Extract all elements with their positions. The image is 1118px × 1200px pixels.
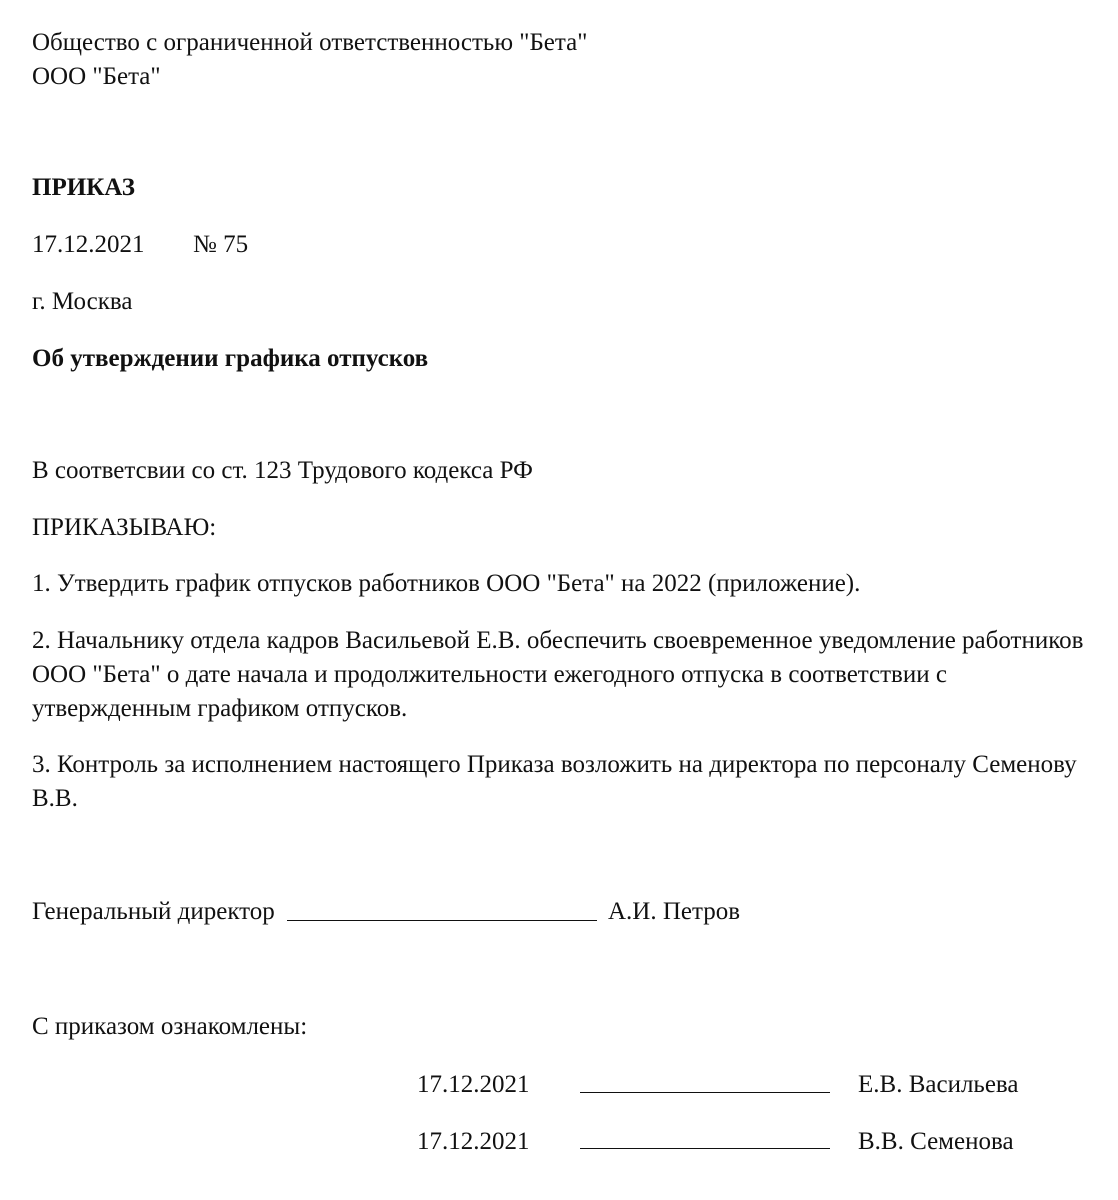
order-item-3: 3. Контроль за исполнением настоящего Приказа возложить на директора по персоналу Семенову В.В. (32, 751, 1077, 812)
acknowledgement-label: С приказом ознакомлены: (32, 1013, 308, 1040)
signature-line (287, 920, 597, 921)
organization-full-name: Общество с ограниченной ответственностью "Бета" (32, 29, 588, 56)
acknowledgement-name-1: Е.В. Васильева (858, 1071, 1019, 1098)
acknowledgement-signature-line-2 (580, 1148, 830, 1149)
order-word: ПРИКАЗЫВАЮ: (32, 514, 217, 541)
signature-position: Генеральный директор (32, 898, 275, 925)
acknowledgement-signature-line-1 (580, 1092, 830, 1093)
order-item-2: 2. Начальнику отдела кадров Васильевой Е.В. обеспечить своевременное уведомление работников ООО "Бета" о дате начала и продолжительности ежегодного отпуска в соответствии с утвержденным графиком отпусков. (32, 627, 1084, 722)
organization-short-name: ООО "Бета" (32, 63, 161, 90)
acknowledgement-date-2: 17.12.2021 (417, 1128, 530, 1155)
order-basis: В соответсвии со ст. 123 Трудового кодекса РФ (32, 457, 533, 484)
order-item-1: 1. Утвердить график отпусков работников ООО "Бета" на 2022 (приложение). (32, 570, 861, 597)
signature-name: А.И. Петров (608, 898, 741, 925)
order-city: г. Москва (32, 288, 133, 315)
acknowledgement-date-1: 17.12.2021 (417, 1071, 530, 1098)
order-number: № 75 (193, 231, 249, 258)
order-heading: ПРИКАЗ (32, 174, 135, 201)
acknowledgement-name-2: В.В. Семенова (858, 1128, 1014, 1155)
order-subject: Об утверждении графика отпусков (32, 345, 429, 372)
order-date: 17.12.2021 (32, 231, 145, 258)
